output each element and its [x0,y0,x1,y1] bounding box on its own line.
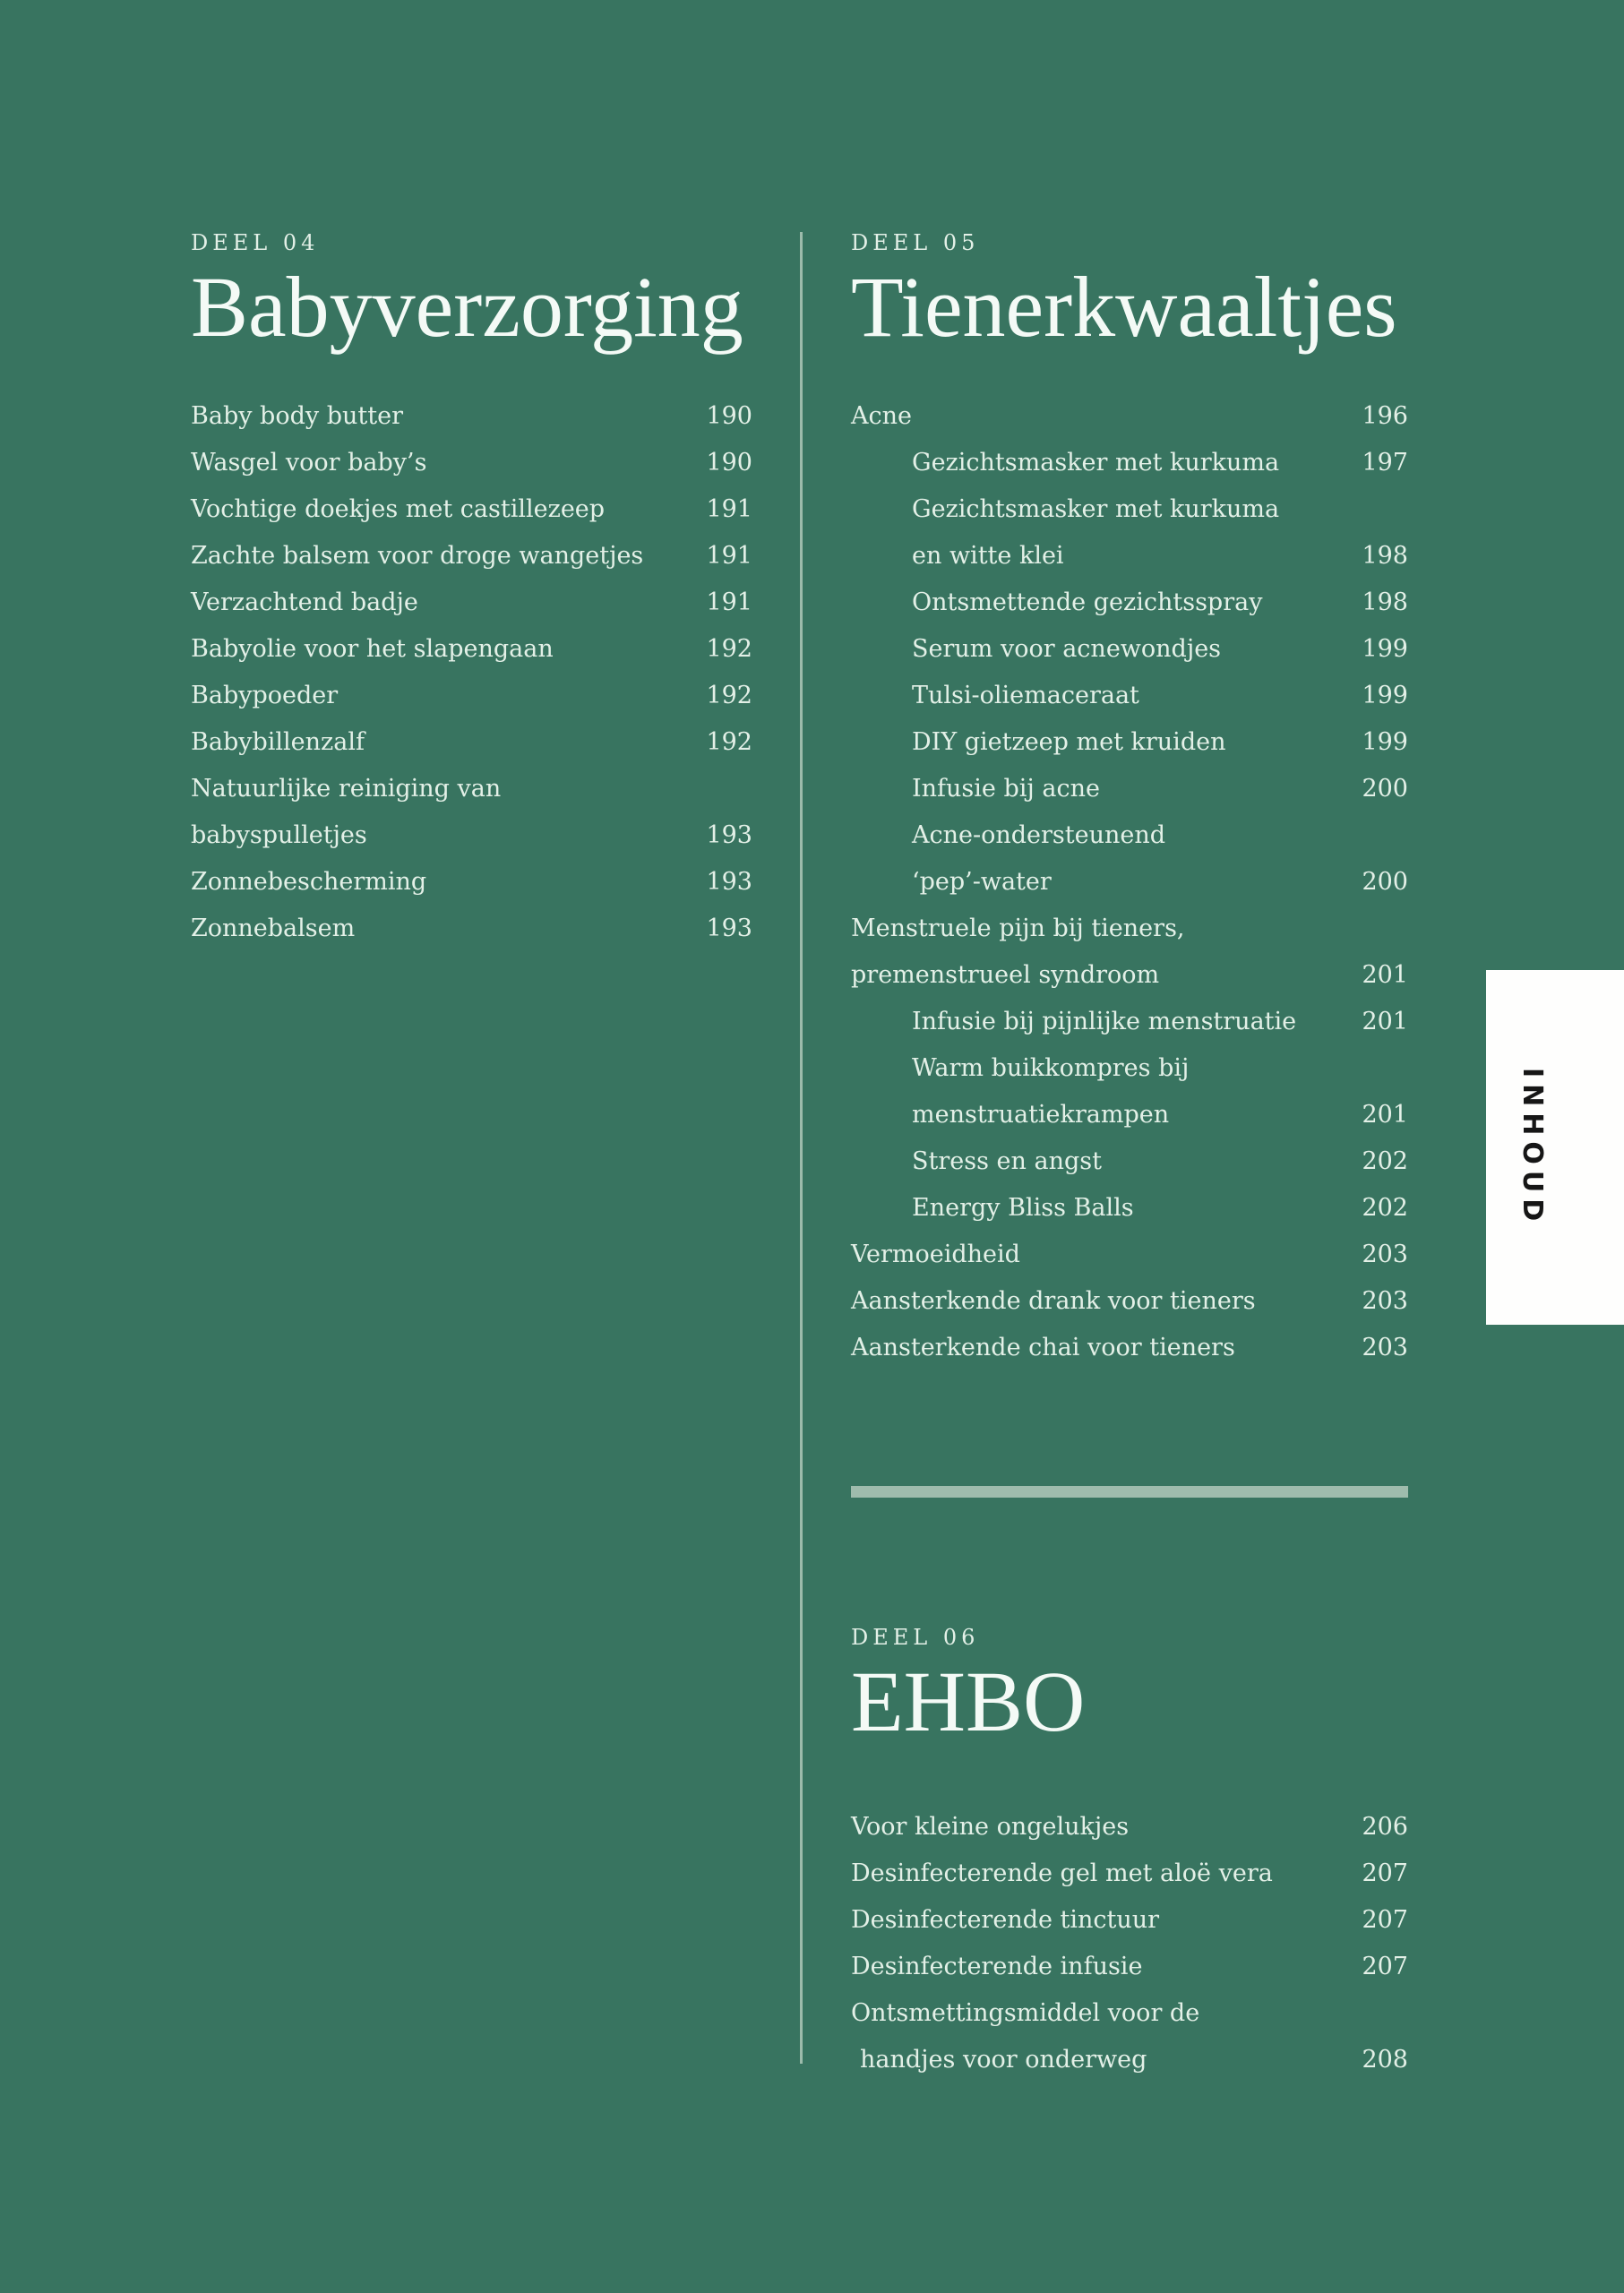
toc-entry-page: 197 [1362,449,1408,477]
toc-entry-page: 207 [1362,1953,1408,1980]
toc-entry-page: 198 [1362,588,1408,616]
toc-entry-page: 198 [1362,542,1408,570]
toc-entry-text: Desinfecterende gel met aloë vera [851,1859,1273,1887]
toc-entry-text: Desinfecterende infusie [851,1953,1143,1980]
toc-entry [851,393,1408,440]
toc-entry-page: 203 [1362,1241,1408,1268]
toc-entry [851,1045,1408,1092]
toc-entry-text: Infusie bij pijnlijke menstruatie [912,1008,1297,1035]
toc-entry [191,533,752,580]
toc-entry-page: 208 [1362,2046,1408,2074]
toc-entry [851,999,1408,1045]
toc-entry [851,1092,1408,1138]
section-divider-bar [851,1486,1408,1498]
toc-entry [851,533,1408,580]
toc-entry-page: 207 [1362,1859,1408,1887]
toc-entry [851,859,1408,906]
toc-entry [851,1851,1408,1897]
toc-entry-text: Vermoeidheid [851,1241,1020,1268]
toc-entry-page: 199 [1362,635,1408,663]
toc-entry-page: 192 [706,728,752,756]
toc-entry [851,1944,1408,1990]
toc-entry-page: 199 [1362,728,1408,756]
toc-entry-page: 203 [1362,1287,1408,1315]
inhoud-tab [1486,970,1624,1325]
toc-entry-text: Zachte balsem voor droge wangetjes [191,542,644,570]
toc-entry [191,440,752,486]
toc-entry [851,2037,1408,2083]
toc-entry-text: Zonnebescherming [191,868,427,896]
toc-list [851,393,1408,1371]
toc-entry-text: Tulsi-oliemaceraat [912,682,1139,709]
toc-entry-text: Desinfecterende tinctuur [851,1906,1160,1934]
toc-entry-text: Voor kleine ongelukjes [851,1813,1130,1841]
toc-entry-text: Zonnebalsem [191,915,356,942]
toc-entry-text: babyspulletjes [191,821,367,849]
toc-entry [191,626,752,673]
toc-entry-text: en witte klei [912,542,1064,570]
toc-entry [851,766,1408,812]
toc-entry-page: 191 [706,542,752,570]
toc-entry [851,1278,1408,1325]
toc-entry-text: Babybillenzalf [191,728,365,756]
section-label: DEEL 04 [191,230,320,255]
toc-entry-page: 193 [706,868,752,896]
section-title: Babyverzorging [191,259,743,355]
toc-entry-page: 199 [1362,682,1408,709]
toc-entry-text: Verzachtend badje [191,588,418,616]
toc-entry [851,580,1408,626]
toc-entry-text: Gezichtsmasker met kurkuma [912,495,1280,523]
toc-entry-text: ‘pep’-water [912,868,1052,896]
toc-entry-page: 190 [706,449,752,477]
toc-entry-page: 201 [1362,961,1408,989]
toc-entry-text: Infusie bij acne [912,775,1100,803]
toc-entry-page: 203 [1362,1334,1408,1361]
toc-entry-page: 193 [706,915,752,942]
toc-entry-text: Serum voor acnewondjes [912,635,1222,663]
toc-entry [851,1232,1408,1278]
section-title: EHBO [851,1653,1086,1749]
toc-entry [191,906,752,952]
section-tienerkwaaltjes [851,230,1408,2083]
toc-entry-text: Baby body butter [191,402,403,430]
toc-entry [851,626,1408,673]
section-label: DEEL 05 [851,230,980,255]
toc-entry-text: Acne-ondersteunend [912,821,1166,849]
toc-entry-text: Aansterkende drank voor tieners [851,1287,1256,1315]
toc-entry-text: Ontsmettende gezichtsspray [912,588,1263,616]
toc-entry [191,719,752,766]
toc-entry-text: Ontsmettingsmiddel voor de [851,1999,1200,2027]
section-label: DEEL 06 [851,1625,980,1650]
toc-entry [851,906,1408,952]
toc-entry-text: Acne [851,402,912,430]
section-babyverzorging [191,230,752,952]
toc-entry-page: 202 [1362,1194,1408,1222]
toc-entry [191,859,752,906]
toc-entry [851,952,1408,999]
toc-entry-text: Babyolie voor het slapengaan [191,635,554,663]
toc-entry-text: Wasgel voor baby’s [191,449,427,477]
toc-entry-page: 201 [1362,1008,1408,1035]
toc-entry-page: 206 [1362,1813,1408,1841]
toc-entry [191,766,752,812]
toc-entry [851,673,1408,719]
inhoud-tab-label: INHOUD [1517,1067,1548,1228]
toc-entry [191,486,752,533]
toc-entry-page: 201 [1362,1101,1408,1129]
toc-entry [851,1990,1408,2037]
toc-entry [851,1138,1408,1185]
toc-entry-page: 193 [706,821,752,849]
toc-entry-text: menstruatiekrampen [912,1101,1170,1129]
toc-entry [851,486,1408,533]
toc-entry-page: 202 [1362,1147,1408,1175]
toc-entry-text: Stress en angst [912,1147,1102,1175]
toc-list [191,393,752,952]
toc-entry-text: Babypoeder [191,682,339,709]
toc-entry-page: 196 [1362,402,1408,430]
toc-entry [191,580,752,626]
toc-entry-page: 191 [706,588,752,616]
toc-entry [851,719,1408,766]
toc-entry-page: 191 [706,495,752,523]
toc-entry-text: handjes voor onderweg [860,2046,1147,2074]
toc-entry-page: 200 [1362,775,1408,803]
section-title: Tienerkwaaltjes [851,259,1397,355]
toc-entry-text: Aansterkende chai voor tieners [851,1334,1235,1361]
toc-entry [851,1897,1408,1944]
toc-entry-page: 192 [706,635,752,663]
toc-entry-page: 192 [706,682,752,709]
toc-entry-text: Gezichtsmasker met kurkuma [912,449,1280,477]
toc-entry [851,812,1408,859]
toc-entry-text: premenstrueel syndroom [851,961,1160,989]
toc-entry [851,1185,1408,1232]
toc-entry [191,673,752,719]
toc-entry-text: Energy Bliss Balls [912,1194,1134,1222]
toc-entry-page: 190 [706,402,752,430]
toc-entry [851,440,1408,486]
toc-entry [851,1325,1408,1371]
toc-entry [851,1804,1408,1851]
toc-entry-text: Vochtige doekjes met castillezeep [191,495,606,523]
toc-entry-page: 207 [1362,1906,1408,1934]
column-divider-line [800,232,803,2064]
toc-entry-text: DIY gietzeep met kruiden [912,728,1226,756]
toc-entry [191,812,752,859]
toc-entry-text: Natuurlijke reiniging van [191,775,502,803]
toc-entry-text: Menstruele pijn bij tieners, [851,915,1185,942]
toc-entry-text: Warm buikkompres bij [912,1054,1190,1082]
toc-list [851,1804,1408,2083]
toc-entry [191,393,752,440]
toc-entry-page: 200 [1362,868,1408,896]
